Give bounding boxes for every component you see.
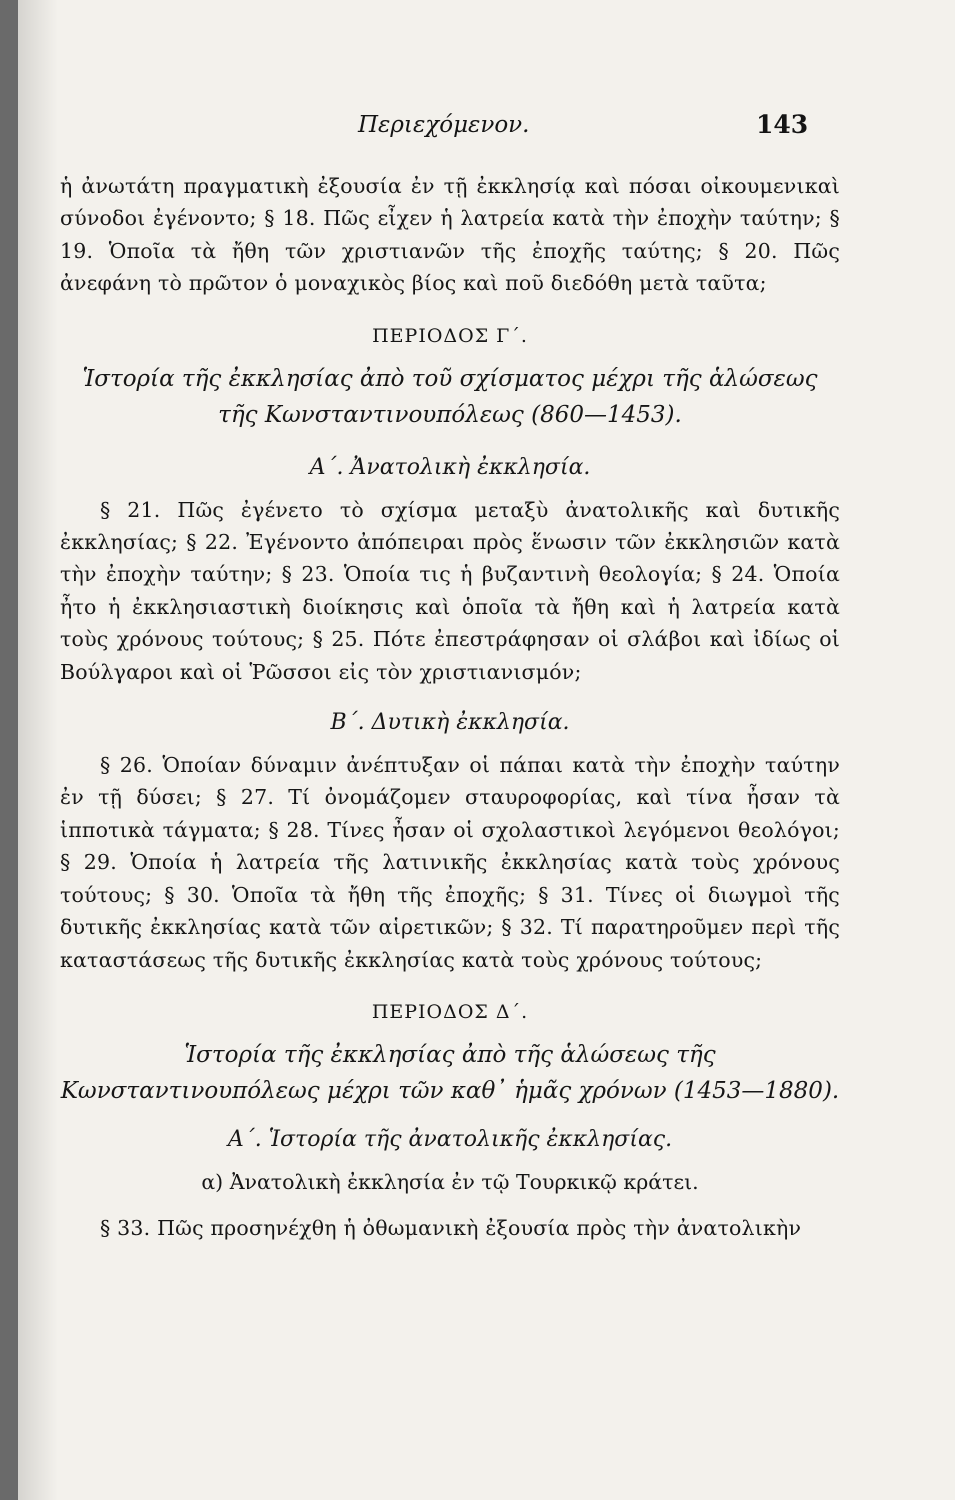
period-d-subsection-a-paragraph: § 33. Πῶς προσηνέχθη ἡ ὀθωμανικὴ ἐξουσία πρὸς τὴν ἀνατολικὴν xyxy=(100,1215,802,1240)
period-d-section-a-title: Α΄. Ἱστορία τῆς ἀνατολικῆς ἐκκλησίας. xyxy=(227,1126,673,1152)
period-d-title: Ἱστορία τῆς ἐκκλησίας ἀπὸ τῆς ἁλώσεως τῆς Κωνσταντινουπόλεως μέχρι τῶν καθ᾽ ἡμᾶς χρόνων (1453—1880). xyxy=(60,1041,840,1104)
page-header xyxy=(18,112,955,152)
intro-paragraph: ἡ ἀνωτάτη πραγματικὴ ἐξουσία ἐν τῇ ἐκκλησίᾳ καὶ πόσαι οἰκουμενικαὶ σύνοδοι ἐγένοντο; § 18. Πῶς εἶχεν ἡ λατρεία κατὰ τὴν ἐποχὴν ταύτην; § 19. Ὁποῖα τὰ ἤθη τῶν χριστιανῶν τῆς ἐποχῆς ταύτης; § 20. Πῶς ἀνεφάνη τὸ πρῶτον ὁ μοναχικὸς βίος καὶ ποῦ διεδόθη μετὰ ταῦτα; xyxy=(60,174,840,296)
page-body xyxy=(60,170,840,1244)
period-c-title: Ἱστορία τῆς ἐκκλησίας ἀπὸ τοῦ σχίσματος μέχρι τῆς ἁλώσεως τῆς Κωνσταντινουπόλεως (860—1453). xyxy=(82,365,818,428)
page-number: 143 xyxy=(756,110,809,139)
period-c-section-a-title: Α΄. Ἀνατολικὴ ἐκκλησία. xyxy=(309,454,591,480)
period-c-section-b-paragraph: § 26. Ὁποίαν δύναμιν ἀνέπτυξαν οἱ πάπαι κατὰ τὴν ἐποχὴν ταύτην ἐν τῇ δύσει; § 27. Τί ὀνομάζομεν σταυροφορίας, καὶ τίνα ἦσαν τὰ ἱπποτικὰ τάγματα; § 28. Τίνες ἦσαν οἱ σχολαστικοὶ λεγόμενοι θεολόγοι; § 29. Ὁποία ἡ λατρεία τῆς λατινικῆς ἐκκλησίας κατὰ τοὺς χρόνους τούτους; § 30. Ὁποῖα τὰ ἤθη τῆς ἐποχῆς; § 31. Τίνες οἱ διωγμοὶ τῆς δυτικῆς ἐκκλησίας κατὰ τῶν αἱρετικῶν; § 32. Τί παρατηροῦμεν περὶ τῆς καταστάσεως τῆς δυτικῆς ἐκκλησίας κατὰ τοὺς χρόνους τούτους; xyxy=(60,753,840,972)
period-c-heading: ΠΕΡΙΟΔΟΣ Γ΄. xyxy=(372,324,528,347)
book-page xyxy=(18,0,955,1500)
running-head: Περιεχόμενον. xyxy=(358,112,530,138)
period-d-heading: ΠΕΡΙΟΔΟΣ Δ΄. xyxy=(371,1000,529,1023)
period-c-section-b-title: Β΄. Δυτικὴ ἐκκλησία. xyxy=(330,710,570,736)
period-d-subsection-a-title: α) Ἀνατολικὴ ἐκκλησία ἐν τῷ Τουρκικῷ κράτει. xyxy=(201,1169,699,1194)
period-c-section-a-paragraph: § 21. Πῶς ἐγένετο τὸ σχίσμα μεταξὺ ἀνατολικῆς καὶ δυτικῆς ἐκκλησίας; § 22. Ἐγένοντο ἀπόπειραι πρὸς ἕνωσιν τῶν ἐκκλησιῶν κατὰ τὴν ἐποχὴν ταύτην; § 23. Ὁποία τις ἡ βυζαντινὴ θεολογία; § 24. Ὁποία ἦτο ἡ ἐκκλησιαστικὴ διοίκησις καὶ ὁποῖα τὰ ἤθη καὶ ἡ λατρεία κατὰ τοὺς χρόνους τούτους; § 25. Πότε ἐπεστράφησαν οἱ σλάβοι καὶ ἰδίως οἱ Βούλγαροι καὶ οἱ Ῥῶσσοι εἰς τὸν χριστιανισμόν; xyxy=(60,497,840,684)
